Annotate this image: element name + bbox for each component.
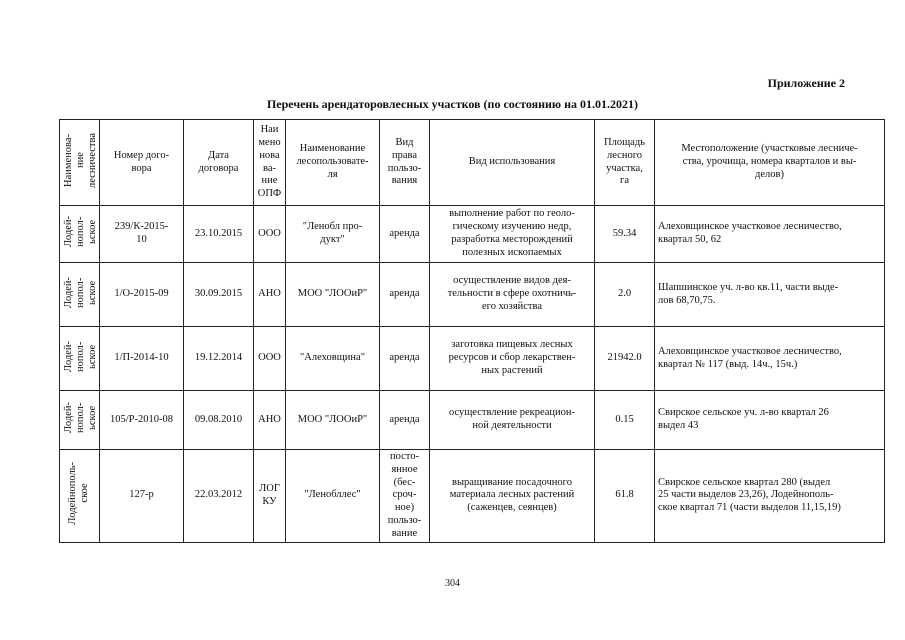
cell-use: осуществление рекреацион- ной деятельности bbox=[430, 391, 595, 450]
cell-contract-no: 1/О-2015-09 bbox=[100, 263, 184, 327]
cell-right: посто- янное (бес- сроч- ное) пользо- вание bbox=[380, 450, 430, 543]
cell-user: "Ленобллес" bbox=[286, 450, 380, 543]
col-header-contract-no: Номер дого- вора bbox=[100, 120, 184, 206]
cell-opf: АНО bbox=[254, 391, 286, 450]
cell-date: 22.03.2012 bbox=[184, 450, 254, 543]
table-row bbox=[60, 206, 885, 263]
cell-forestry: Лодей- нопол- ьское bbox=[60, 263, 100, 327]
cell-right: аренда bbox=[380, 327, 430, 391]
cell-area: 2.0 bbox=[595, 263, 655, 327]
cell-forestry: Лодей- нопол- ьское bbox=[60, 206, 100, 263]
col-header-date: Дата договора bbox=[184, 120, 254, 206]
cell-forestry: Лодей- нопол- ьское bbox=[60, 327, 100, 391]
col-header-user: Наименование лесопользовате- ля bbox=[286, 120, 380, 206]
cell-opf: ООО bbox=[254, 327, 286, 391]
cell-use: выполнение работ по геоло- гическому изучению недр, разработка месторождений полезных ископаемых bbox=[430, 206, 595, 263]
cell-right: аренда bbox=[380, 263, 430, 327]
col-header-forestry: Наименова- ние лесничества bbox=[60, 120, 100, 206]
lease-table bbox=[59, 119, 885, 543]
cell-right: аренда bbox=[380, 206, 430, 263]
cell-location: Свирское сельское уч. л-во квартал 26 выдел 43 bbox=[655, 391, 885, 450]
cell-area: 61.8 bbox=[595, 450, 655, 543]
col-header-use: Вид использования bbox=[430, 120, 595, 206]
cell-right: аренда bbox=[380, 391, 430, 450]
cell-forestry: Лодейнополь- ское bbox=[60, 450, 100, 543]
cell-date: 23.10.2015 bbox=[184, 206, 254, 263]
cell-opf: ООО bbox=[254, 206, 286, 263]
cell-area: 0.15 bbox=[595, 391, 655, 450]
cell-contract-no: 1/П-2014-10 bbox=[100, 327, 184, 391]
col-header-area: Площадь лесного участка, га bbox=[595, 120, 655, 206]
page-number: 304 bbox=[445, 578, 460, 589]
document-title: Перечень арендаторовлесных участков (по состоянию на 01.01.2021) bbox=[266, 97, 639, 111]
cell-use: осуществление видов дея- тельности в сфере охотничь- его хозяйства bbox=[430, 263, 595, 327]
cell-location: Шапшинское уч. л-во кв.11, части выде- лов 68,70,75. bbox=[655, 263, 885, 327]
appendix-label: Приложение 2 bbox=[767, 76, 845, 90]
cell-location: Алеховщинское участковое лесничество, квартал № 117 (выд. 14ч., 15ч.) bbox=[655, 327, 885, 391]
cell-use: выращивание посадочного материала лесных растений (саженцев, сеянцев) bbox=[430, 450, 595, 543]
col-header-opf: Наи мено нова ва- ние ОПФ bbox=[254, 120, 286, 206]
cell-date: 30.09.2015 bbox=[184, 263, 254, 327]
cell-area: 59.34 bbox=[595, 206, 655, 263]
table-row bbox=[60, 263, 885, 327]
cell-forestry: Лодей- нопол- ьское bbox=[60, 391, 100, 450]
cell-opf: ЛОГ КУ bbox=[254, 450, 286, 543]
table-header-row bbox=[60, 120, 885, 206]
cell-user: "Алеховщина" bbox=[286, 327, 380, 391]
cell-location: Свирское сельское квартал 280 (выдел 25 части выделов 23,26), Лодейнополь- ское квартал 71 (части выделов 11,15,19) bbox=[655, 450, 885, 543]
cell-area: 21942.0 bbox=[595, 327, 655, 391]
cell-date: 19.12.2014 bbox=[184, 327, 254, 391]
cell-location: Алеховщинское участковое лесничество, квартал 50, 62 bbox=[655, 206, 885, 263]
col-header-right: Вид права пользо- вания bbox=[380, 120, 430, 206]
cell-user: МОО "ЛООиР" bbox=[286, 391, 380, 450]
cell-use: заготовка пищевых лесных ресурсов и сбор лекарствен- ных растений bbox=[430, 327, 595, 391]
table-row bbox=[60, 450, 885, 543]
cell-contract-no: 239/К-2015- 10 bbox=[100, 206, 184, 263]
cell-date: 09.08.2010 bbox=[184, 391, 254, 450]
cell-contract-no: 127-р bbox=[100, 450, 184, 543]
col-header-location: Местоположение (участковые лесниче- ства, урочища, номера кварталов и вы- делов) bbox=[655, 120, 885, 206]
cell-user: МОО "ЛООиР" bbox=[286, 263, 380, 327]
table-row bbox=[60, 391, 885, 450]
table-row bbox=[60, 327, 885, 391]
cell-contract-no: 105/Р-2010-08 bbox=[100, 391, 184, 450]
cell-user: "Ленобл про- дукт" bbox=[286, 206, 380, 263]
cell-opf: АНО bbox=[254, 263, 286, 327]
